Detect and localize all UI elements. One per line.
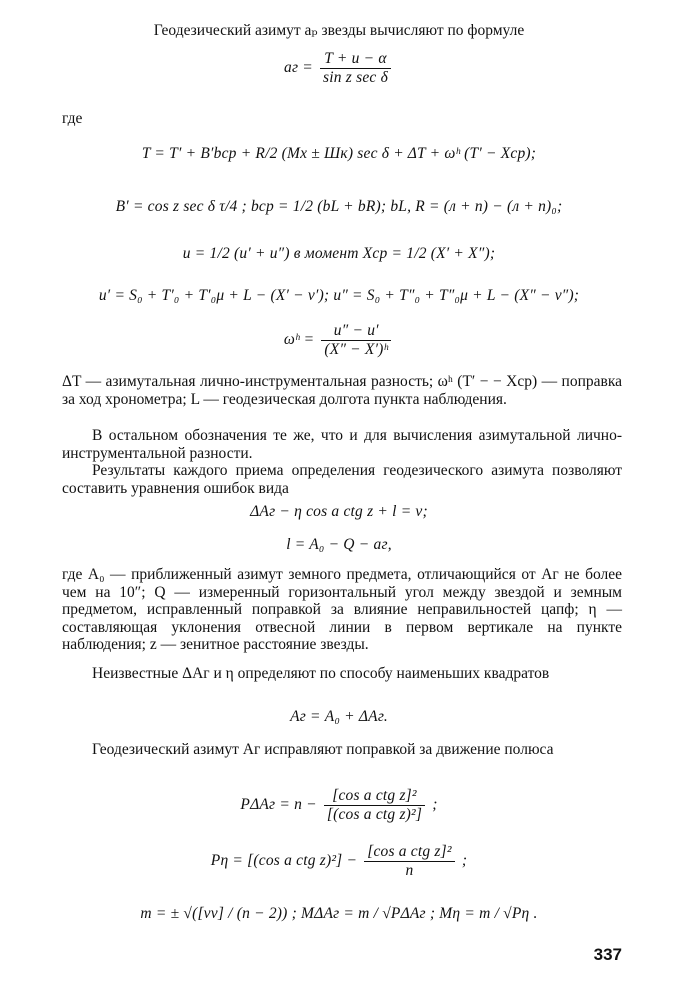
formula-P-eta-denominator: n: [405, 862, 414, 879]
formula-u-prime: u′ = S₀ + T′₀ + T′₀μ + L − (X′ − v′); u″ = S₀ + T″₀ + T″₀μ + L − (X″ − v″);: [98, 287, 580, 304]
formula-omega-numerator: u″ − u′: [321, 322, 391, 341]
formula-B: B′ = cos z sec δ τ/4 ; bср = 1/2 (bL + bR); bL, R = (л + п) − (л + п)₀;: [115, 198, 563, 215]
formula-azimuth-fraction: [320, 50, 391, 87]
formula-P-eta: [0, 843, 678, 880]
paragraph-2: В остальном обозначения те же, что и для вычисления азимутальной лично-инструментальной разности.: [62, 427, 622, 462]
formula-azimuth-numerator: T + u − α: [320, 50, 391, 69]
formula-P-delta-A-end: ;: [432, 796, 438, 814]
formula-P-delta-A-denominator: [(cos a ctg z)²]: [326, 806, 423, 823]
formula-omega-fraction: [321, 322, 391, 359]
formula-errors: m = ± √([vv] / (n − 2)) ; MΔAг = m / √PΔAг ; Mη = m / √Pη .: [140, 905, 538, 922]
paragraph-1: ΔT — азимутальная лично-инструментальная разность; ωʰ (T′ − − Xср) — поправка за ход хронометра; L — геодезическая долгота пункта наблюдения.: [62, 373, 622, 408]
formula-omega-denominator: (X″ − X′)ʰ: [324, 341, 389, 358]
formula-P-delta-A: [0, 787, 678, 824]
formula-azimuth: [0, 50, 678, 87]
formula-omega: [0, 322, 678, 359]
formula-A: Aг = A₀ + ΔAг.: [290, 708, 388, 725]
formula-omega-lhs: ωʰ =: [283, 331, 315, 349]
where-word: где: [62, 110, 83, 127]
formula-azimuth-lhs: aг =: [284, 59, 313, 77]
page-number: 337: [593, 945, 622, 964]
formula-T: T = T′ + B′bср + R/2 (Mх ± Шк) sec δ + ΔT + ωʰ (T′ − Xср);: [141, 145, 537, 162]
formula-P-eta-lhs: Pη = [(cos a ctg z)²] −: [210, 852, 358, 870]
intro-line: Геодезический азимут aₚ звезды вычисляют по формуле: [153, 22, 525, 39]
formula-P-eta-fraction: [364, 843, 455, 880]
formula-l: l = A₀ − Q − aг,: [286, 536, 392, 553]
formula-P-delta-A-fraction: [324, 787, 425, 824]
formula-P-eta-numerator: [cos a ctg z]²: [364, 843, 455, 862]
paragraph-3: Результаты каждого приема определения геодезического азимута позволяют составить уравнения ошибок вида: [62, 462, 622, 497]
formula-azimuth-denominator: sin z sec δ: [323, 69, 388, 86]
formula-error-equation: ΔAг − η cos a ctg z + l = v;: [250, 503, 428, 520]
paragraph-5: Неизвестные ΔAг и η определяют по способу наименьших квадратов: [92, 665, 550, 682]
paragraph-6: Геодезический азимут Aг исправляют поправкой за движение полюса: [92, 741, 554, 758]
formula-P-eta-end: ;: [461, 852, 468, 870]
formula-u: u = 1/2 (u′ + u″) в момент Xср = 1/2 (X′ + X″);: [182, 245, 496, 262]
formula-P-delta-A-numerator: [cos a ctg z]²: [324, 787, 425, 806]
formula-P-delta-A-lhs: PΔAг = n −: [240, 796, 317, 814]
paragraph-4: где A₀ — приближенный азимут земного предмета, отличающийся от Aг не более чем на 10″; Q — измеренный горизонтальный угол между звездой и земным предметом, исправленный поправкой за влияние неправильностей цапф; η — составляющая уклонения отвесной линии в первом вертикале на пункте наблюдения; z — зенитное расстояние звезды.: [62, 566, 622, 654]
